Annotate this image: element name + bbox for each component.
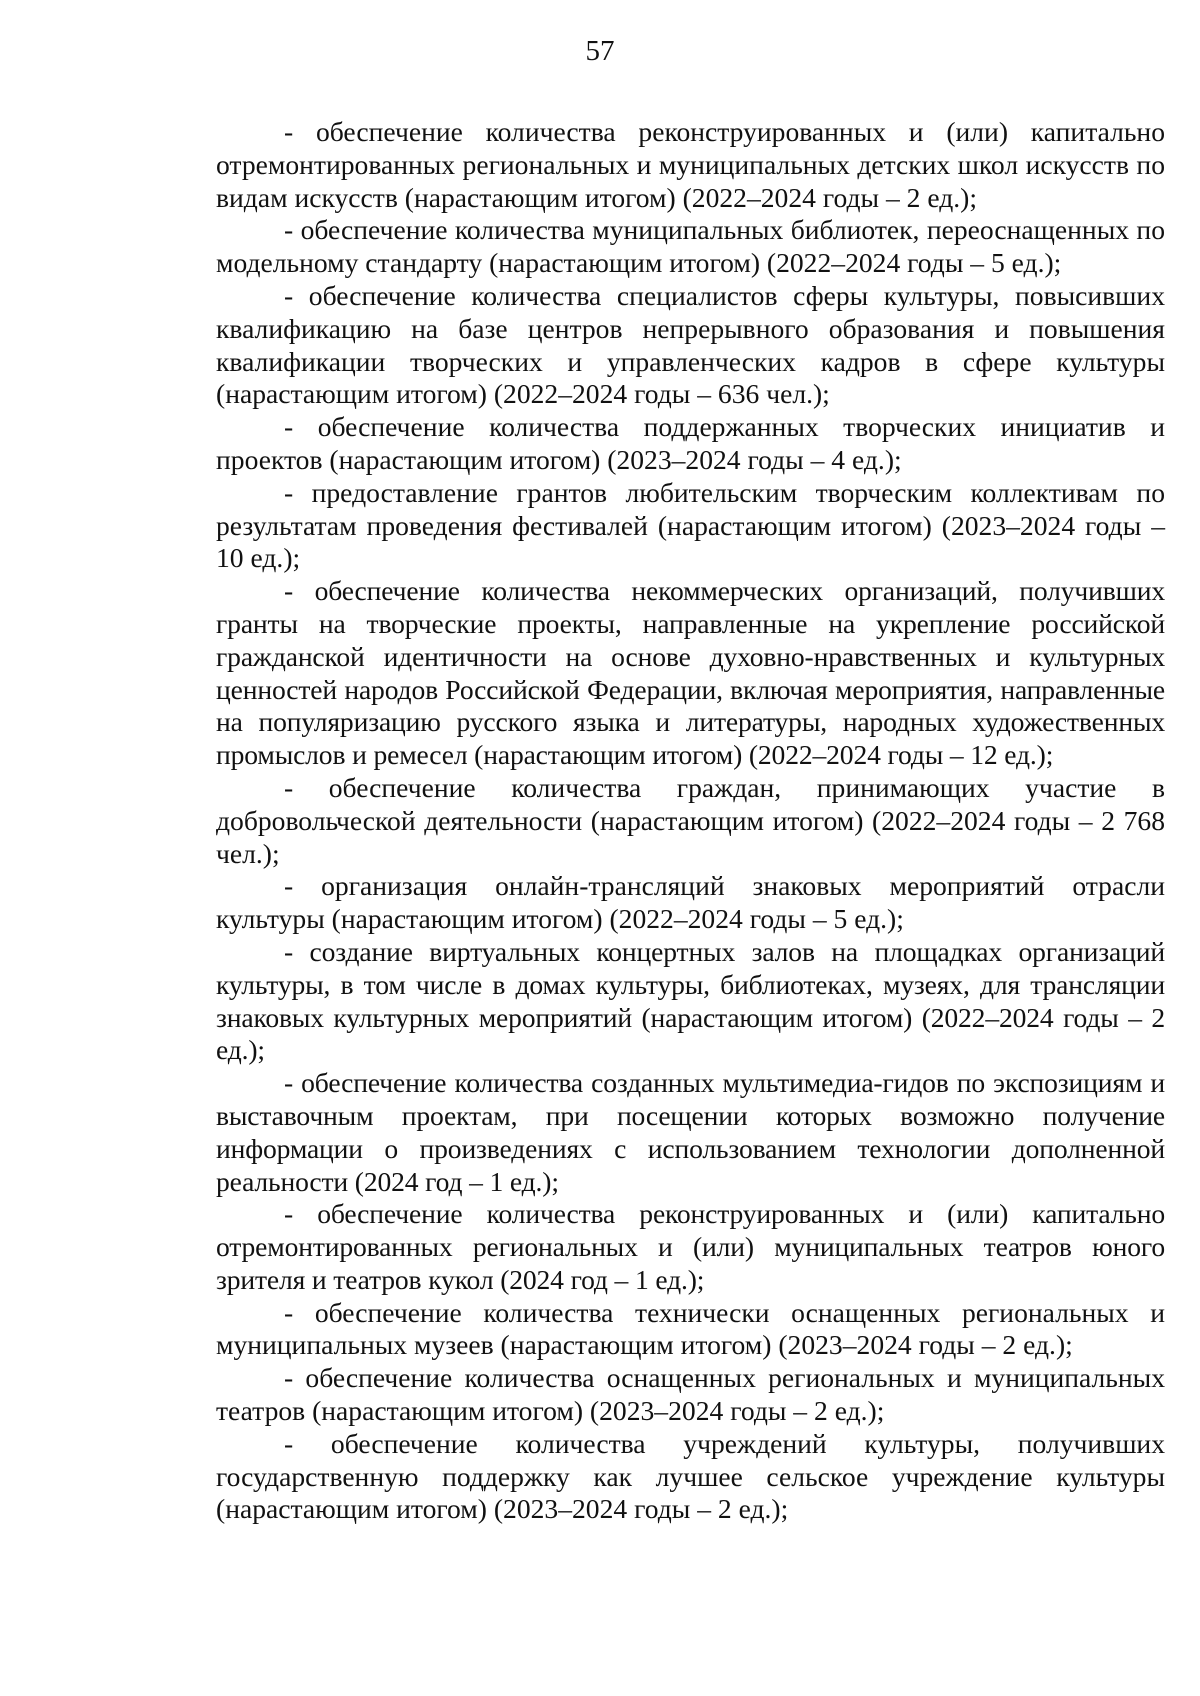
list-item: - создание виртуальных концертных залов на площадках организаций культуры, в том числе в домах культуры, библиотеках, музеях, для трансляции знаковых культурных мероприятий (нарастающим итогом) (2022–2024 годы – 2 ед.); [216,935,1165,1066]
list-item: - обеспечение количества граждан, принимающих участие в добровольческой деятельности (нарастающим итогом) (2022–2024 годы – 2 768 чел.); [216,771,1165,869]
list-item: - обеспечение количества некоммерческих организаций, получивших гранты на творческие проекты, направленные на укрепление российской гражданской идентичности на основе духовно-нравственных и культурных ценностей народов Российской Федерации, включая мероприятия, направленные на популяризацию русского языка и литературы, народных художественных промыслов и ремесел (нарастающим итогом) (2022–2024 годы – 12 ед.); [216,575,1165,771]
page-number: 57 [585,35,615,67]
list-item: - организация онлайн-трансляций знаковых мероприятий отрасли культуры (нарастающим итогом) (2022–2024 годы – 5 ед.); [216,870,1165,935]
list-item: - обеспечение количества технически оснащенных региональных и муниципальных музеев (нарастающим итогом) (2023–2024 годы – 2 ед.); [216,1296,1165,1361]
list-item: - обеспечение количества муниципальных библиотек, переоснащенных по модельному стандарту (нарастающим итогом) (2022–2024 годы – 5 ед.); [216,214,1165,279]
list-item: - обеспечение количества созданных мультимедиа-гидов по экспозициям и выставочным проектам, при посещении которых возможно получение информации о произведениях с использованием технологии дополненной реальности (2024 год – 1 ед.); [216,1067,1165,1197]
list-item: - обеспечение количества специалистов сферы культуры, повысивших квалификацию на базе центров непрерывного образования и повышения квалификации творческих и управленческих кадров в сфере культуры (нарастающим итогом) (2022–2024 годы – 636 чел.); [216,279,1165,410]
list-item: - обеспечение количества учреждений культуры, получивших государственную поддержку как лучшее сельское учреждение культуры (нарастающим итогом) (2023–2024 годы – 2 ед.); [216,1427,1165,1525]
list-item: - обеспечение количества реконструированных и (или) капитально отремонтированных региональных и (или) муниципальных театров юного зрителя и театров кукол (2024 год – 1 ед.); [216,1198,1165,1295]
list-item: - обеспечение количества реконструированных и (или) капитально отремонтированных региональных и муниципальных детских школ искусств по видам искусств (нарастающим итогом) (2022–2024 годы – 2 ед.); [216,116,1165,213]
list-item: - обеспечение количества оснащенных региональных и муниципальных театров (нарастающим итогом) (2023–2024 годы – 2 ед.); [216,1362,1165,1427]
list-item: - обеспечение количества поддержанных творческих инициатив и проектов (нарастающим итогом) (2023–2024 годы – 4 ед.); [216,411,1165,475]
document-body [216,116,1165,1526]
list-item: - предоставление грантов любительским творческим коллективам по результатам проведения фестивалей (нарастающим итогом) (2023–2024 годы – 10 ед.); [216,476,1165,574]
